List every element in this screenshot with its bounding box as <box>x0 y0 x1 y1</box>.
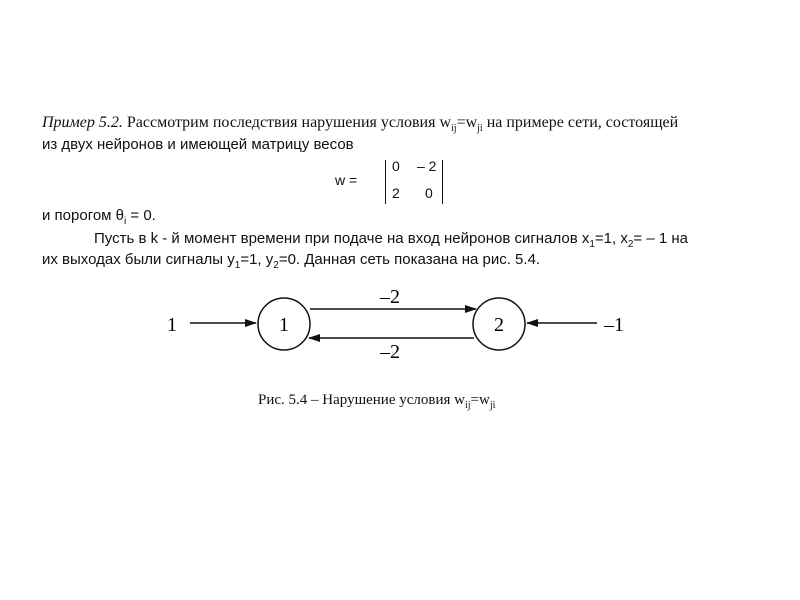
top-weight-label: –2 <box>380 286 400 308</box>
input-2-label: –1 <box>604 314 624 336</box>
bottom-weight-label: –2 <box>380 341 400 363</box>
example-line-2: из двух нейронов и имеющей матрицу весов <box>42 136 354 153</box>
paragraph-line-1: Пусть в k - й момент времени при подаче на вход нейронов сигналов $x_1=1$, $x_2= - 1$ на <box>94 230 688 250</box>
example-text: Рассмотрим последствия нарушения условия w <box>122 114 451 131</box>
neuron-2-label: 2 <box>494 314 504 336</box>
matrix-cell: 2 <box>392 185 400 201</box>
paragraph-line-2: их выходах были сигналы $y_1=1$, $y_2=0$. Данная сеть показана на рис. 5.4. <box>42 251 541 271</box>
input-1-label: 1 <box>167 314 177 336</box>
matrix-cell: 0 <box>392 158 400 174</box>
matrix-cell: – 2 <box>417 158 437 174</box>
theta-symbol: θ <box>115 207 125 224</box>
threshold-line: и порогом $\theta_i = 0$. <box>42 207 156 227</box>
example-line-1: Пример 5.2. Рассмотрим последствия нарушения условия $w_{ij}=w_{ji}$ на примере сети, состоящей <box>42 114 679 135</box>
matrix-cell: 0 <box>425 185 433 201</box>
figure-caption: Рис. 5.4 – Нарушение условия $w_{ij}=w_{ji}$ <box>258 392 496 411</box>
matrix-label: w = <box>335 172 358 188</box>
neuron-1-label: 1 <box>279 314 289 336</box>
example-heading: Пример 5.2. <box>42 114 123 131</box>
